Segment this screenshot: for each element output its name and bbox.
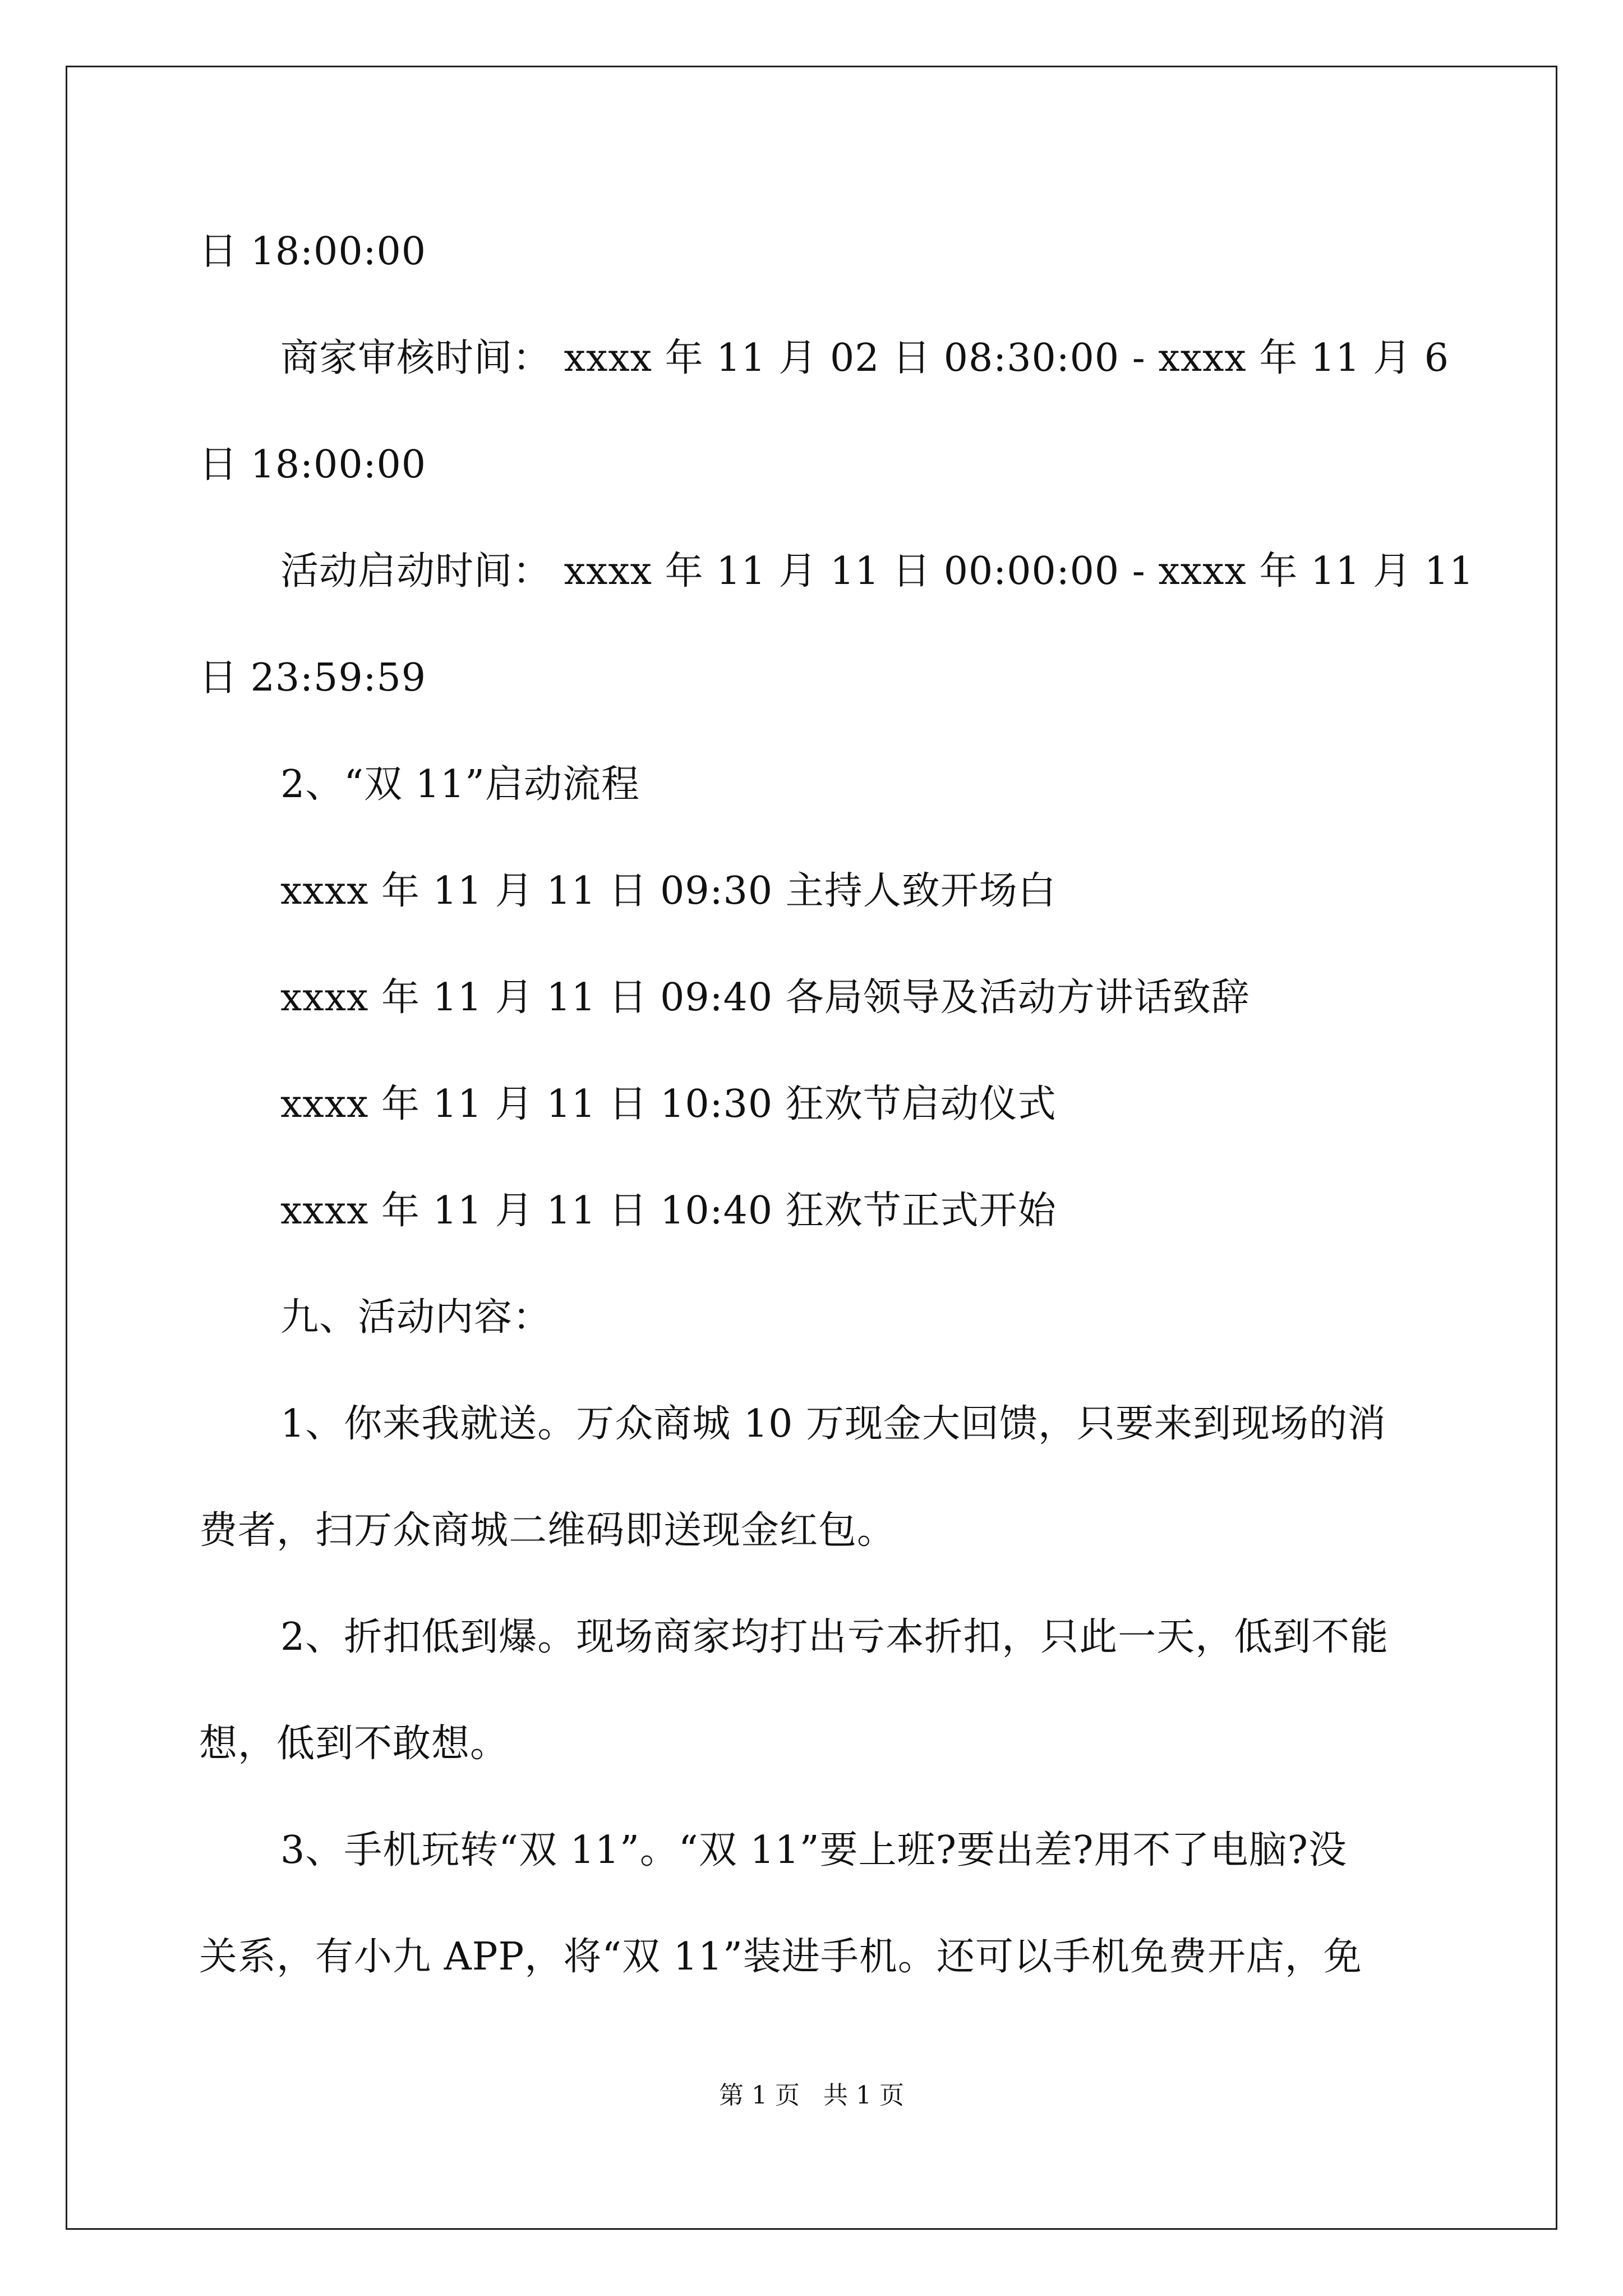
page-footer: 第 1 页 共 1 页	[719, 2081, 904, 2110]
text-line: 日 18:00:00	[199, 229, 427, 274]
text-line: 商家审核时间： xxxx 年 11 月 02 日 08:30:00 - xxxx 年 11 月 6	[280, 336, 1450, 380]
text-line: 想，低到不敢想。	[199, 1722, 509, 1766]
text-line: 费者，扫万众商城二维码即送现金红包。	[199, 1508, 896, 1553]
text-line: 日 18:00:00	[199, 443, 427, 487]
text-line: 活动启动时间： xxxx 年 11 月 11 日 00:00:00 - xxxx 年 11 月 11	[280, 549, 1474, 593]
text-line: 3、手机玩转“双 11”。“双 11”要上班?要出差?用不了电脑?没	[280, 1828, 1347, 1872]
page-border	[66, 66, 1557, 2230]
schedule-item: xxxx 年 11 月 11 日 10:40 狂欢节正式开始	[280, 1189, 1057, 1233]
schedule-item: xxxx 年 11 月 11 日 09:30 主持人致开场白	[280, 869, 1057, 913]
text-line: 日 23:59:59	[199, 656, 427, 700]
section-heading: 九、活动内容：	[280, 1295, 552, 1340]
text-line: 2、折扣低到爆。现场商家均打出亏本折扣，只此一天，低到不能	[280, 1615, 1389, 1659]
schedule-item: xxxx 年 11 月 11 日 10:30 狂欢节启动仪式	[280, 1082, 1057, 1126]
text-line: 关系，有小九 APP，将“双 11”装进手机。还可以手机免费开店，免	[199, 1935, 1362, 1979]
text-line: 1、你来我就送。万众商城 10 万现金大回馈，只要来到现场的消	[280, 1402, 1387, 1446]
schedule-item: xxxx 年 11 月 11 日 09:40 各局领导及活动方讲话致辞	[280, 976, 1250, 1020]
section-heading: 2、“双 11”启动流程	[280, 762, 640, 807]
